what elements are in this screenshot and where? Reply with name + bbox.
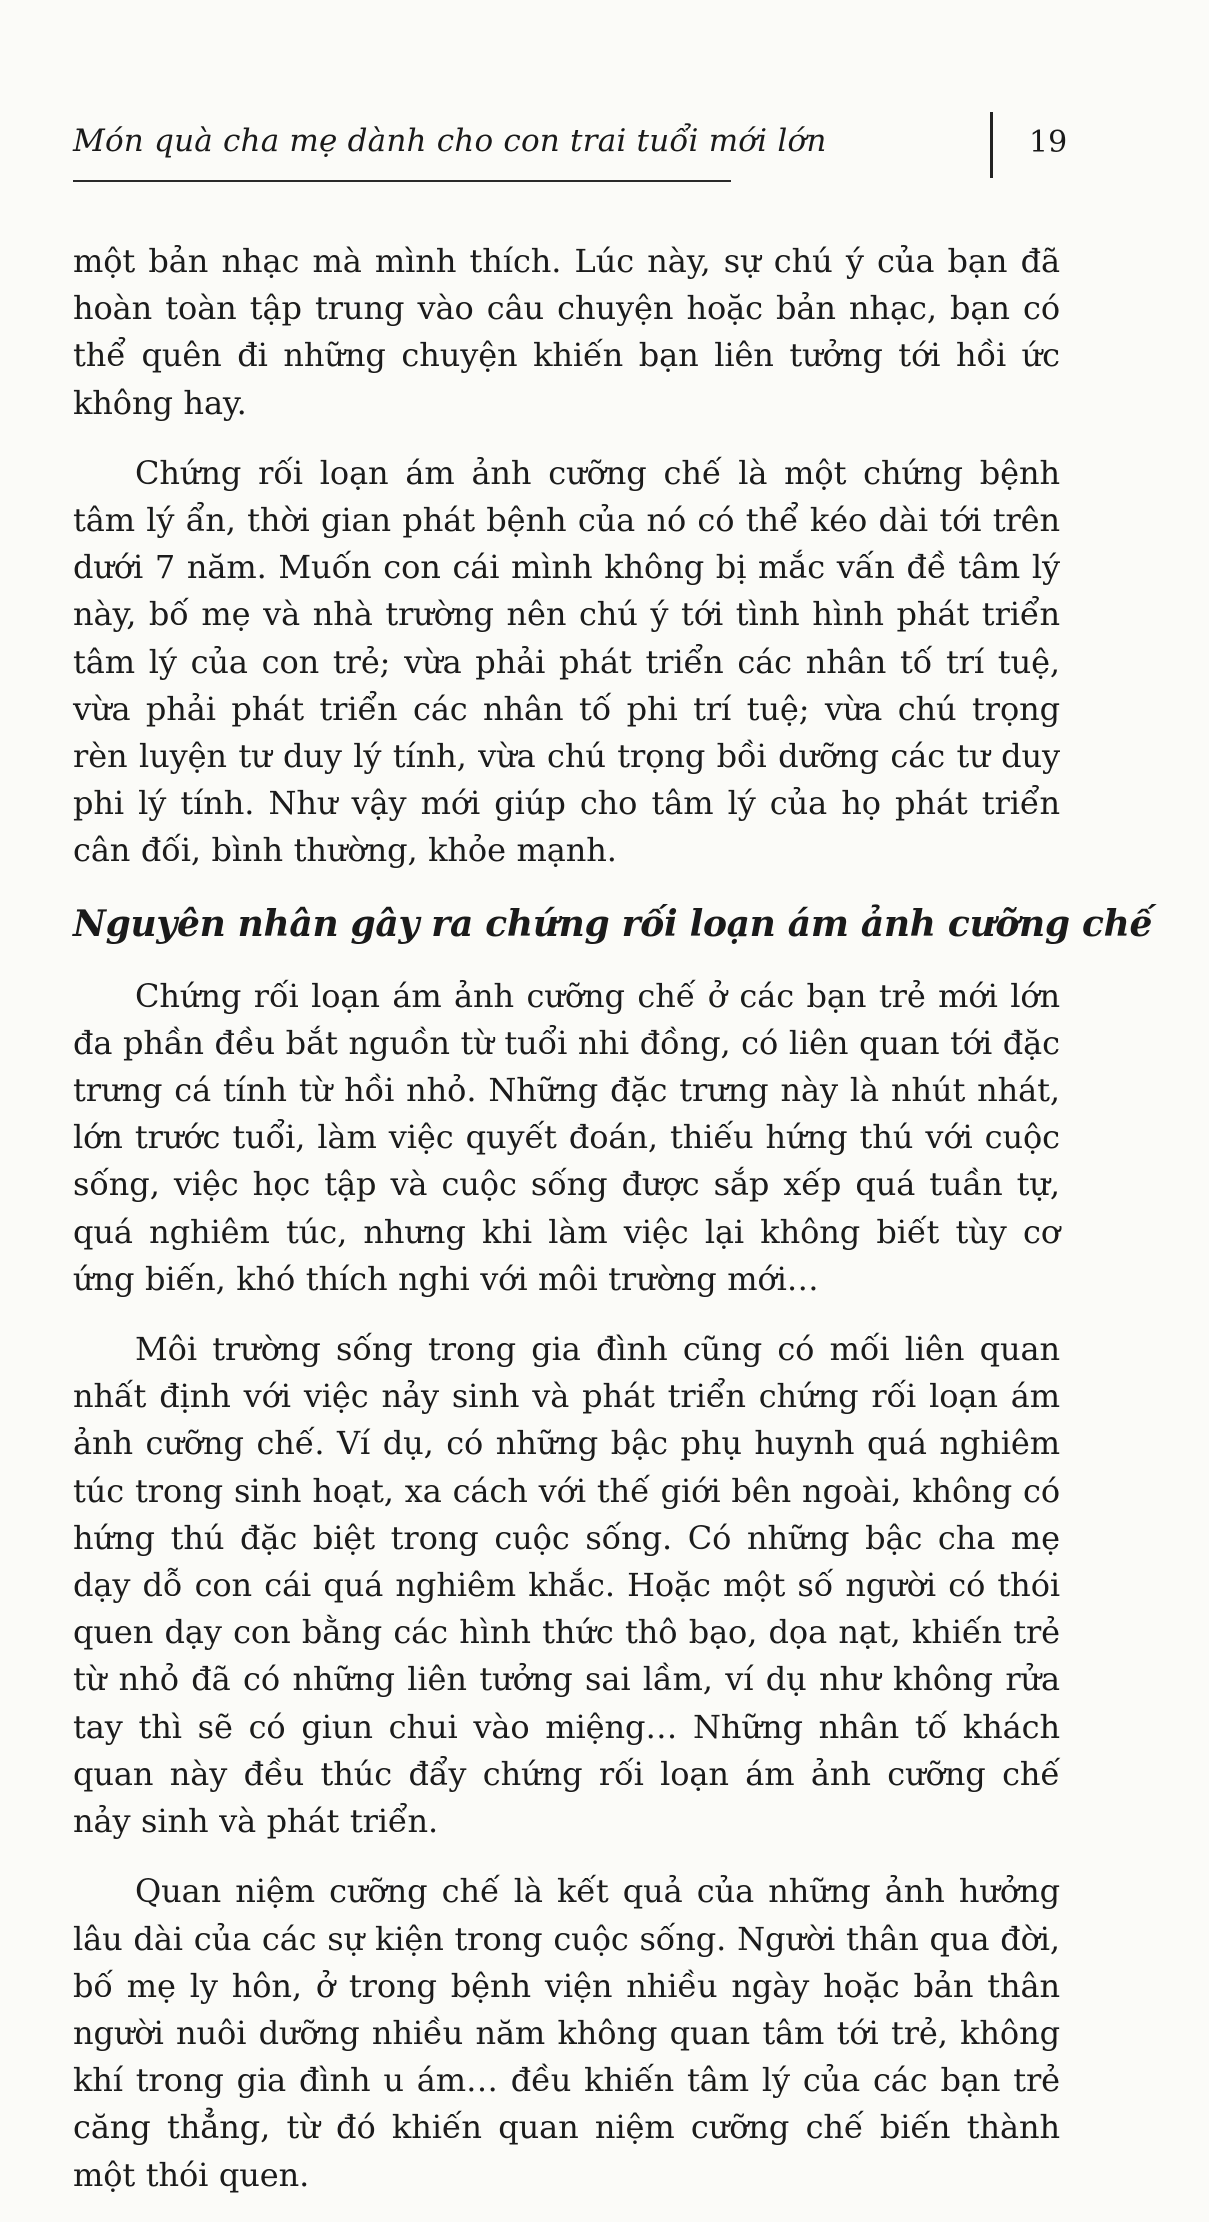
body-paragraph: Chứng rối loạn ám ảnh cưỡng chế ở các bạn trẻ mới lớn đa phần đều bắt nguồn từ tuổi nhi đồng, có liên quan tới đặc trưng cá tính từ hồi nhỏ. Những đặc trưng này là nhút nhát, lớn trước tuổi, làm việc quyết đoán, thiếu hứng thú với cuộc sống, việc học tập và cuộc sống được sắp xếp quá tuần tự, quá nghiêm túc, nhưng khi làm việc lại không biết tùy cơ ứng biến, khó thích nghi với môi trường mới… xyxy=(73,976,1060,1298)
header-divider xyxy=(990,112,993,178)
body-paragraph: một bản nhạc mà mình thích. Lúc này, sự chú ý của bạn đã hoàn toàn tập trung vào câu chuyện hoặc bản nhạc, bạn có thể quên đi những chuyện khiến bạn liên tưởng tới hồi ức không hay. xyxy=(73,242,1060,422)
running-header xyxy=(73,118,1073,198)
body-paragraph: Môi trường sống trong gia đình cũng có mối liên quan nhất định với việc nảy sinh và phát triển chứng rối loạn ám ảnh cưỡng chế. Ví dụ, có những bậc phụ huynh quá nghiêm túc trong sinh hoạt, xa cách với thế giới bên ngoài, không có hứng thú đặc biệt trong cuộc sống. Có những bậc cha mẹ dạy dỗ con cái quá nghiêm khắc. Hoặc một số người có thói quen dạy con bằng các hình thức thô bạo, dọa nạt, khiến trẻ từ nhỏ đã có những liên tưởng sai lầm, ví dụ như không rửa tay thì sẽ có giun chui vào miệng… Những nhân tố khách quan này đều thúc đẩy chứng rối loạn ám ảnh cưỡng chế nảy sinh và phát triển. xyxy=(73,1330,1060,1841)
section-heading: Nguyên nhân gây ra chứng rối loạn ám ảnh cưỡng chế xyxy=(73,902,1153,945)
body-paragraph: Chứng rối loạn ám ảnh cưỡng chế là một chứng bệnh tâm lý ẩn, thời gian phát bệnh của nó có thể kéo dài tới trên dưới 7 năm. Muốn con cái mình không bị mắc vấn đề tâm lý này, bố mẹ và nhà trường nên chú ý tới tình hình phát triển tâm lý của con trẻ; vừa phải phát triển các nhân tố trí tuệ, vừa phải phát triển các nhân tố phi trí tuệ; vừa chú trọng rèn luyện tư duy lý tính, vừa chú trọng bồi dưỡng các tư duy phi lý tính. Như vậy mới giúp cho tâm lý của họ phát triển cân đối, bình thường, khỏe mạnh. xyxy=(73,453,1060,870)
body-paragraph: Quan niệm cưỡng chế là kết quả của những ảnh hưởng lâu dài của các sự kiện trong cuộc sống. Người thân qua đời, bố mẹ ly hôn, ở trong bệnh viện nhiều ngày hoặc bản thân người nuôi dưỡng nhiều năm không quan tâm tới trẻ, không khí trong gia đình u ám… đều khiến tâm lý của các bạn trẻ căng thẳng, từ đó khiến quan niệm cưỡng chế biến thành một thói quen. xyxy=(73,1872,1060,2194)
header-underline xyxy=(73,180,731,182)
page-body xyxy=(73,238,1153,2222)
page-number: 19 xyxy=(1029,125,1068,160)
running-title: Món quà cha mẹ dành cho con trai tuổi mới lớn xyxy=(73,123,827,159)
